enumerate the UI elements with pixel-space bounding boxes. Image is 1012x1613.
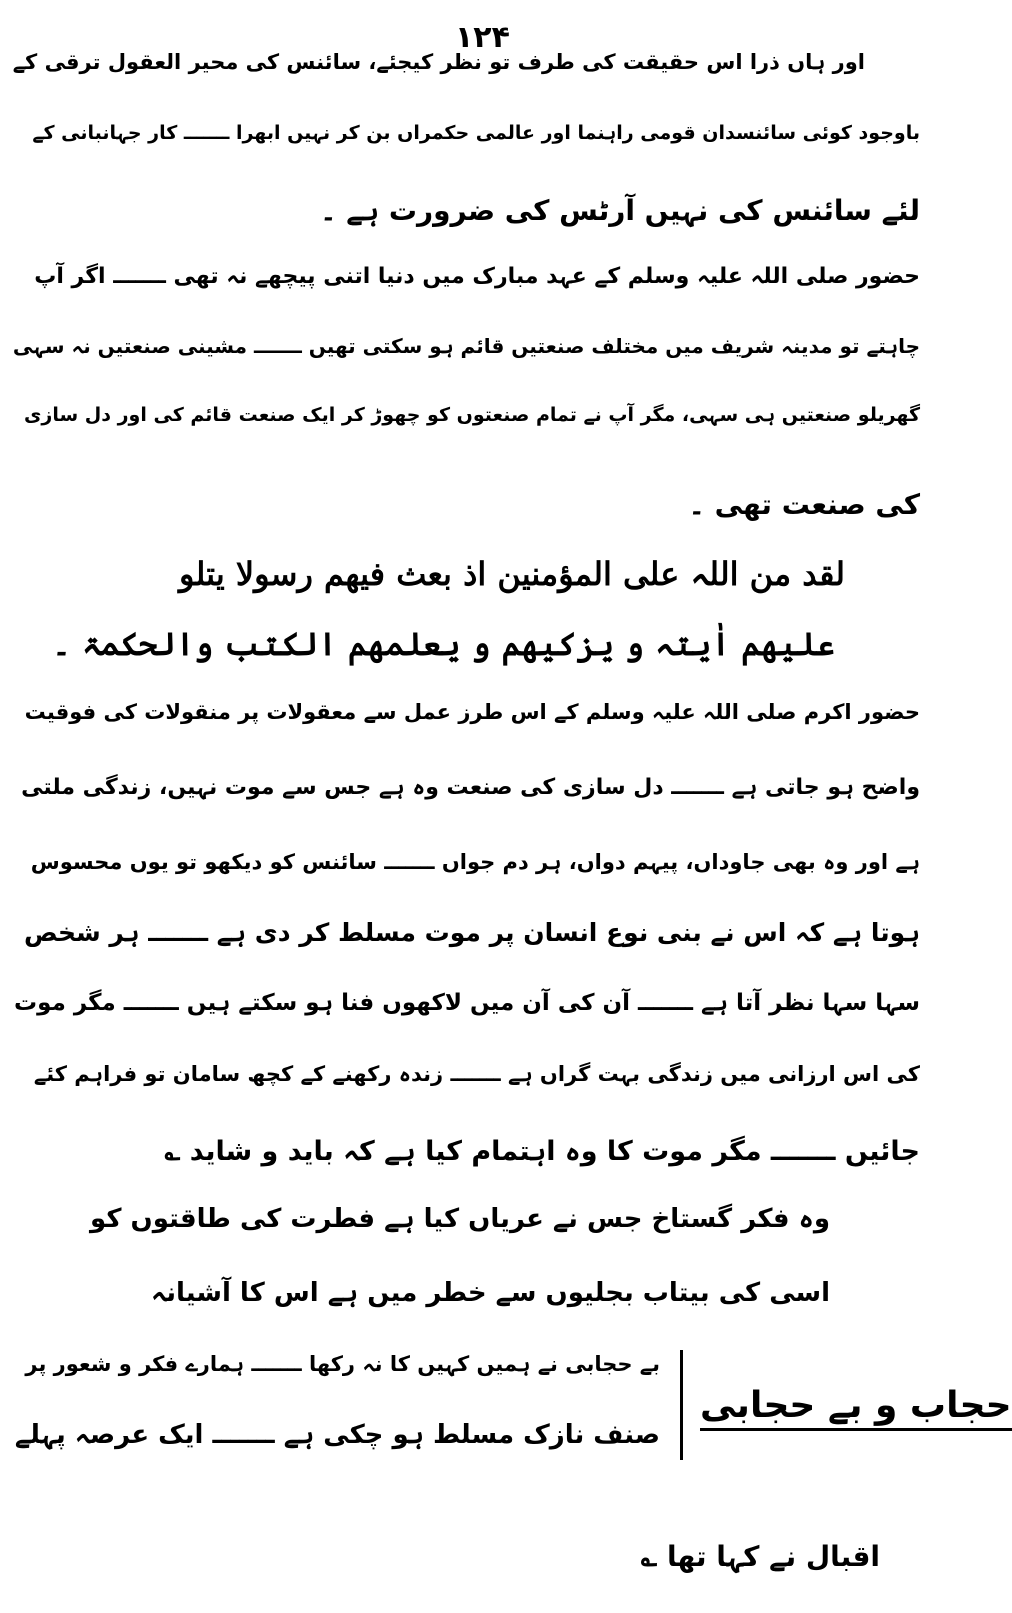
section-title: حجاب و بے حجابی	[700, 1385, 1012, 1431]
text-line: لئے سائنس کی نہیں آرٹس کی ضرورت ہے ۔	[320, 194, 920, 227]
quran-verse: لقد من اللہ علی المؤمنین اذ بعث فیھم رسولا یتلو	[179, 555, 845, 593]
poetry-line: اسی کی بیتاب بجلیوں سے خطر میں ہے اس کا آشیانہ	[151, 1278, 830, 1308]
text-line: حضور اکرم صلی اللہ علیہ وسلم کے اس طرز عمل سے معقولات پر منقولات کی فوقیت	[24, 700, 920, 724]
section-line: اقبال نے کہا تھا ؎	[640, 1540, 880, 1573]
text-line: ہے اور وہ بھی جاوداں، پیہم دواں، ہر دم جواں ـــــــ سائنس کو دیکھو تو یوں محسوس	[30, 850, 920, 874]
poetry-line: وہ فکر گستاخ جس نے عریاں کیا ہے فطرت کی طاقتوں کو	[90, 1204, 830, 1234]
quran-verse: علیھم اٰیتہ و یزکیھم و یعلمھم الکتب والحکمۃ ۔	[52, 625, 835, 663]
page-number: ۱۲۴	[455, 20, 510, 55]
text-line: حضور صلی اللہ علیہ وسلم کے عہد مبارک میں دنیا اتنی پیچھے نہ تھی ـــــــ اگر آپ	[34, 264, 920, 289]
text-line: کی صنعت تھی ۔	[688, 488, 920, 521]
section-line: صنف نازک مسلط ہو چکی ہے ـــــــ ایک عرصہ پہلے	[14, 1420, 660, 1450]
text-line: واضح ہو جاتی ہے ـــــــ دل سازی کی صنعت وہ ہے جس سے موت نہیں، زندگی ملتی	[21, 775, 920, 800]
text-line: اور ہاں ذرا اس حقیقت کی طرف تو نظر کیجئے، سائنس کی محیر العقول ترقی کے	[12, 50, 865, 74]
text-line: باوجود کوئی سائنسدان قومی راہنما اور عالمی حکمراں بن کر نہیں ابھرا ـــــــ کار جہانبانی کے	[32, 122, 920, 144]
section-line: بے حجابی نے ہمیں کہیں کا نہ رکھا ـــــــ ہمارے فکر و شعور پر	[25, 1352, 660, 1376]
text-line: جائیں ـــــــ مگر موت کا وہ اہتمام کیا ہے کہ باید و شاید ؎	[164, 1136, 920, 1167]
text-line: چاہتے تو مدینہ شریف میں مختلف صنعتیں قائم ہو سکتی تھیں ـــــــ مشینی صنعتیں نہ سہی	[12, 334, 920, 358]
text-line: گھریلو صنعتیں ہی سہی، مگر آپ نے تمام صنعتوں کو چھوڑ کر ایک صنعت قائم کی اور دل سازی	[23, 404, 920, 426]
text-line: ہوتا ہے کہ اس نے بنی نوع انسان پر موت مسلط کر دی ہے ـــــــ ہر شخص	[23, 918, 920, 947]
text-line: کی اس ارزانی میں زندگی بہت گراں ہے ـــــــ زندہ رکھنے کے کچھ سامان تو فراہم کئے	[33, 1062, 920, 1086]
text-line: سہا سہا نظر آتا ہے ـــــــ آن کی آن میں لاکھوں فنا ہو سکتے ہیں ـــــــ مگر موت	[14, 990, 920, 1016]
